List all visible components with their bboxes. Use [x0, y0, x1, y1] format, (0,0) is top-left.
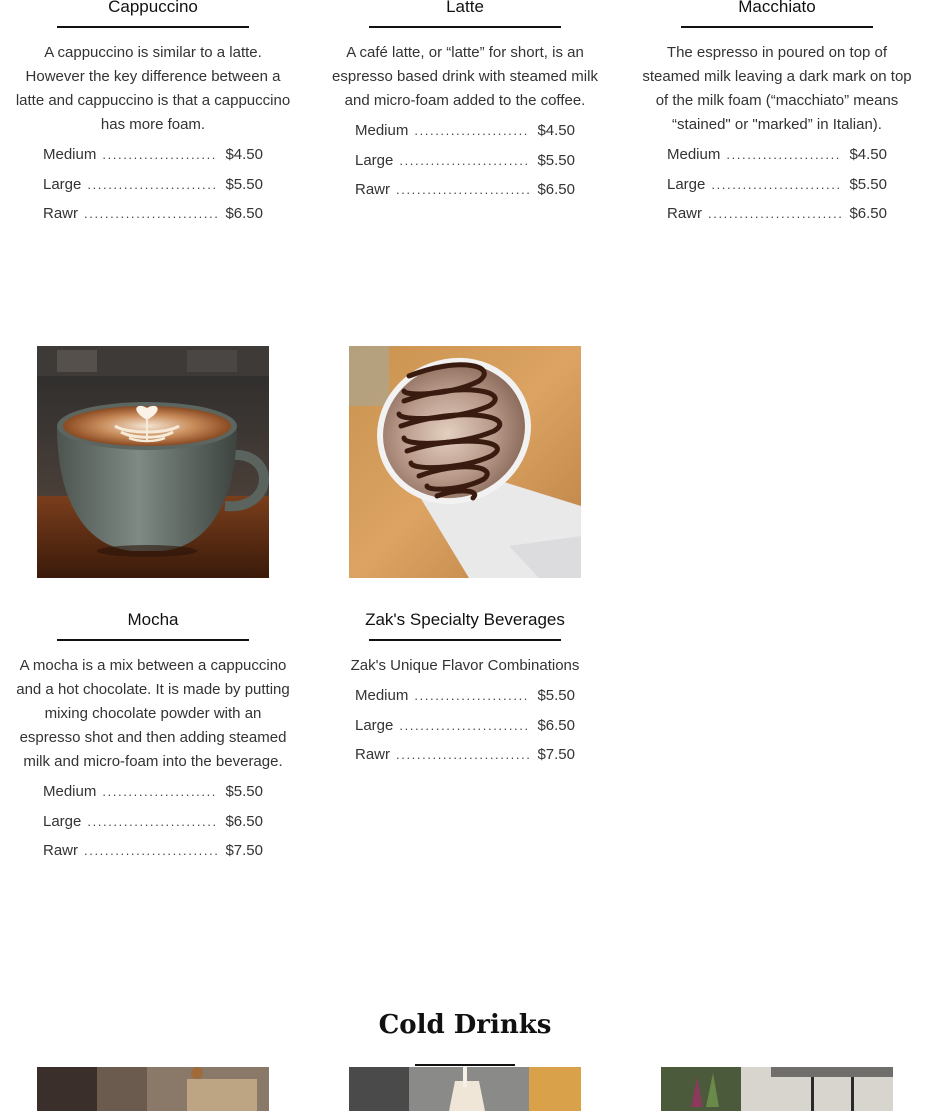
leader-dots — [87, 177, 217, 192]
size-label: Rawr — [355, 181, 391, 198]
price-row — [667, 176, 887, 206]
leader-dots — [396, 182, 529, 197]
price-list — [355, 122, 575, 211]
item-title: Latte — [446, 0, 484, 16]
price-row — [43, 146, 263, 176]
specialty-photo — [349, 346, 581, 578]
price-row — [355, 687, 575, 717]
price-value: $5.50 — [225, 175, 263, 193]
price-value: $7.50 — [537, 746, 575, 763]
price-row — [43, 176, 263, 206]
price-value: $4.50 — [225, 146, 263, 163]
cold-drink-photo-1 — [37, 1067, 269, 1111]
leader-dots — [414, 123, 529, 138]
specialty-drink-image — [349, 346, 581, 578]
title-divider — [369, 639, 561, 641]
size-label: Rawr — [355, 746, 391, 763]
price-row — [355, 122, 575, 152]
section-title-cold-drinks: Cold Drinks — [378, 1010, 552, 1040]
leader-dots — [711, 177, 841, 192]
title-divider — [681, 26, 873, 28]
leader-dots — [708, 206, 841, 221]
price-value: $6.50 — [225, 812, 263, 830]
price-row — [43, 205, 263, 235]
size-label: Rawr — [43, 205, 79, 222]
price-row — [355, 181, 575, 211]
leader-dots — [87, 814, 217, 829]
leader-dots — [726, 147, 841, 162]
size-label: Large — [355, 716, 394, 734]
coffee-cup-image — [37, 346, 269, 578]
price-row — [355, 152, 575, 182]
title-divider — [369, 26, 561, 28]
item-title: Macchiato — [738, 0, 816, 16]
leader-dots — [102, 147, 217, 162]
size-label: Large — [355, 151, 394, 169]
size-label: Medium — [355, 122, 409, 139]
cold-drink-photo-2 — [349, 1067, 581, 1111]
cold-drink-image — [37, 1067, 269, 1111]
price-value: $6.50 — [849, 205, 887, 222]
price-row — [43, 783, 263, 813]
price-row — [667, 146, 887, 176]
leader-dots — [102, 784, 217, 799]
cold-drink-image — [349, 1067, 581, 1111]
size-label: Medium — [667, 146, 721, 163]
price-list — [43, 783, 263, 872]
menu-item-cappuccino — [13, 0, 293, 235]
menu-item-macchiato — [637, 0, 917, 235]
price-value: $5.50 — [537, 151, 575, 169]
item-description: The espresso in poured on top of steamed milk leaving a dark mark on top of the milk foam (“macchiato” means “stained" or "marked” in Italian). — [642, 44, 912, 133]
item-title: Zak's Specialty Beverages — [365, 610, 565, 629]
menu-item-mocha — [13, 610, 293, 872]
title-divider — [57, 639, 249, 641]
price-value: $6.50 — [537, 181, 575, 198]
section-divider — [415, 1064, 515, 1066]
size-label: Large — [43, 175, 82, 193]
leader-dots — [414, 688, 529, 703]
menu-item-zaks-specialty — [325, 610, 605, 776]
mocha-photo — [37, 346, 269, 578]
item-description: A cappuccino is similar to a latte. However the key difference between a latte and cappuccino is that a cappuccino has more foam. — [15, 44, 291, 133]
item-description: A café latte, or “latte” for short, is an espresso based drink with steamed milk and micro-foam added to the coffee. — [332, 44, 598, 109]
size-label: Medium — [43, 146, 97, 163]
size-label: Rawr — [43, 842, 79, 859]
size-label: Large — [43, 812, 82, 830]
price-value: $4.50 — [537, 122, 575, 139]
leader-dots — [399, 718, 529, 733]
leader-dots — [396, 747, 529, 762]
item-title: Mocha — [127, 610, 179, 629]
price-list — [667, 146, 887, 235]
size-label: Rawr — [667, 205, 703, 222]
price-row — [43, 813, 263, 843]
size-label: Medium — [43, 783, 97, 800]
item-description: Zak's Unique Flavor Combinations — [350, 657, 580, 674]
title-divider — [57, 26, 249, 28]
price-row — [667, 205, 887, 235]
price-value: $7.50 — [225, 842, 263, 859]
cold-drink-image — [661, 1067, 893, 1111]
leader-dots — [84, 206, 217, 221]
leader-dots — [84, 843, 217, 858]
price-value: $5.50 — [537, 687, 575, 704]
price-value: $4.50 — [849, 146, 887, 163]
price-row — [355, 717, 575, 747]
item-title: Cappuccino — [108, 0, 198, 16]
price-list — [355, 687, 575, 776]
size-label: Medium — [355, 687, 409, 704]
leader-dots — [399, 153, 529, 168]
price-value: $5.50 — [849, 175, 887, 193]
price-list — [43, 146, 263, 235]
price-value: $6.50 — [537, 716, 575, 734]
size-label: Large — [667, 175, 706, 193]
item-description: A mocha is a mix between a cappuccino and a hot chocolate. It is made by putting mixing chocolate powder with an espresso shot and then adding steamed milk and micro-foam into the beverage. — [16, 657, 290, 770]
price-row — [355, 746, 575, 776]
price-value: $6.50 — [225, 205, 263, 222]
price-value: $5.50 — [225, 783, 263, 800]
menu-item-latte — [325, 0, 605, 211]
price-row — [43, 842, 263, 872]
cold-drink-photo-3 — [661, 1067, 893, 1111]
